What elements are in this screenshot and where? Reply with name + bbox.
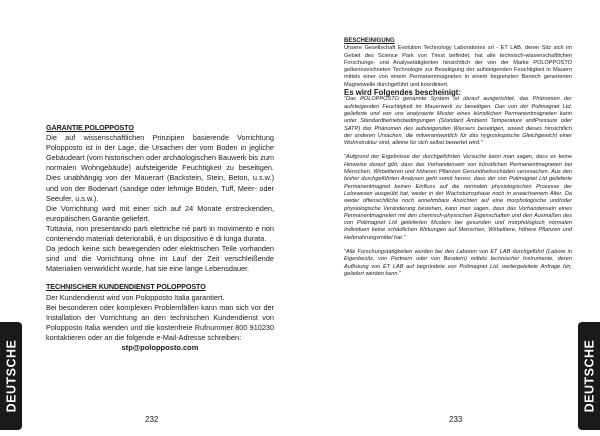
certificate-intro: Unsere Gesellschaft Evolution Technology Laboratories srl - ET LAB, deren Sitz sich im Gebiet des Science Park von Triest befindet, hat alle technisch-wissenschaftlichen Forschungs- und Analysetätigkeiten hinsichtlich der von der Marke POLOPPOSTO gelkennzeichneten Technologie zur Beseitigung der aufsteigenden Feuchtigkeit in Mauern mittels einer von einem Permanentmagneten in einem begrenzten Bereich generierten Magnetwelle durchgeführt und koordiniert. [344,45,572,88]
service-paragraph: Bei besonderen oder komplexen Problemfällen kann man sich vor der Installation der Vorrichtung an den technischen Kundendienst von Polopposto Italia wenden und die kostenfreie Rufnummer 800 910230 kontaktieren oder an die folgende e-Mail-Adresse schreiben: [46,302,274,342]
guarantee-paragraph: Da jedoch keine sich bewegenden oder elektrischen Teile vorhanden sind und die Vorrichtung ohne im Lauf der Zeit verschleißende Materialien verwirklicht wurde, hat sie eine lange Lebensdauer. [46,244,274,274]
support-email: stp@polopposto.com [121,342,199,352]
service-heading: TECHNISCHER KUNDENDIENST POLOPPOSTO [46,282,206,292]
language-tab-left [0,322,22,430]
certificate-quote: "Alle Forschungstätigkeiten wurden bei den Laboren von ET LAB durchgeführt (Labore in Eigenbesitz, von Partnern oder von Beratern) mittels technischer Instrumente, deren Auflistung von ET LAB auf begründete von Polimagnet Ltd. weitergeleitete Anfrage hin, geliefert werden kann." [344,249,572,277]
page-number-right: 233 [449,415,463,424]
certificate-subheading: Es wird Folgendes bescheinigt: [344,88,461,98]
guarantee-paragraph: Die Vorrichtung wird mit einer sich auf 24 Monate erstreckenden, europäischen Garantie geliefert. [46,203,274,223]
service-paragraph: Der Kundendienst wird von Polopposto Italia garantiert. [46,292,225,302]
language-tab-label: DEUTSCHE [4,339,19,413]
certificate-quote: "Aufgrund der Ergebnisse der durchgeführten Versuche kann man sagen, dass es keine Hinweise darauf gibt, dass das Vorhandensein von künstlichen Permanentmagneten bei Menschen, Wirbeltieren und höheren Pflanzen Gesundheitsschäden verursachen. Aus den bisher durchgeführten Analysen geht somit hervor, dass der von Polimagnet Ltd gelieferte Permanentmagnet keinen Einfluss auf die normalen physiologischen Prozesse der Lebewesen ausgeübt hat, weder in der Wachstumsphase noch in erwachsenem Alter. Da weder offensichtliche noch annehmbare Anzichten auf eine morphologische und/oder physiologische Veränderung bestehen, kann man sagen, dass das Vorhandensein eines Permanentmagneten mit den chemisch-physischen Eigenschaften und den Ausmaßen des von Polimagnet Ltd gelieferten Musters bei gesunden und morphologisch normalen Individuen keine schädlichen Wirkungen auf Menschen, Wirbeltiere, höhere Pflanzen und Hefenahrungsmittel hat." [344,154,572,241]
left-page-content [46,123,274,353]
language-tab-right [578,322,600,430]
page-number-left: 232 [145,415,159,424]
guarantee-heading: GARANTIE POLOPPOSTO [46,123,134,132]
certificate-heading: BESCHEINIGUNG [344,38,395,44]
right-page-content [344,38,572,278]
certificate-quote: "Das POLOPPOSTO genannte System ist darauf ausgerichtet, das Phänomen der aufsteigenden Feuchtigkeit im Mauerwerk zu beseitigen. Das von der Polimagnet Ltd. gelieferte und von uns analysierte Muster eines künstlichen Permanentmagneten kann unter Standardbetriebsbedingungen (Standard Ambient Temperature andPressure oder SATP) das Phänomen des aufsteigenden Wassers beseitigen, soweit dieses hinsichtlich der anderen Ursachen, die mitverantwortlich für das hygroskopische Gleichgewicht einer Wohnstruktur sind, alleine für sich selbst bewertet wird." [344,96,572,147]
guarantee-paragraph: Tuttavia, non presentando parti elettriche né parti in movimento e non contenendo materiali deteriorabili, è un dispositivo è di lunga durata. [46,223,274,244]
guarantee-paragraph: Die auf wissenschaftlichen Prinzipien basierende Vorrichtung Polopposto ist in der Lage, die Ursachen der vom Boden in jegliche Gebäudeart (vom historischen oder archäologischen Bauwerk bis zum normalen Wohngebäude) aufsteigende Feuchtigkeit zu beseitigen. Dies unabhängig von der Mauerart (Backstein, Stein, Beton, u.s.w.) und von der Bodenart (sandige oder lehmige Böden, Tuff, Meer- oder Seeufer, u.s.w.). [46,133,274,203]
language-tab-label: DEUTSCHE [582,339,597,413]
